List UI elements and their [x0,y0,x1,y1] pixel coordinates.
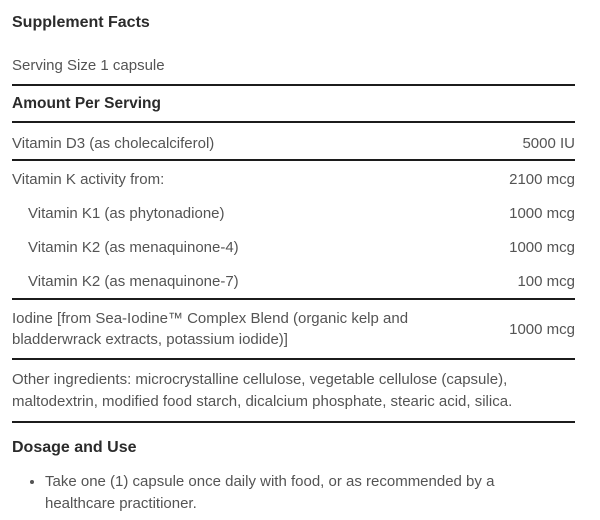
nutrient-name: Vitamin K1 (as phytonadione) [28,205,225,222]
nutrient-amount: 1000 mcg [509,205,575,222]
nutrient-row-iodine [12,300,575,358]
nutrient-amount: 2100 mcg [509,171,575,188]
nutrient-amount: 5000 IU [522,135,575,152]
serving-size-text: Serving Size 1 capsule [12,57,165,74]
nutrient-row-vitamin-k2-mk4 [12,225,575,259]
nutrient-row-vitamin-k1 [12,191,575,225]
nutrient-row-vitamin-k2-mk7 [12,259,575,298]
amount-per-serving-header: Amount Per Serving [12,95,161,112]
dosage-and-use-header: Dosage and Use [12,439,137,456]
nutrient-name: Iodine [from Sea-Iodine™ Complex Blend (organic kelp and bladderwrack extracts, potassium iodide)] [12,310,409,348]
nutrient-name: Vitamin D3 (as cholecalciferol) [12,135,215,152]
other-ingredients-text: Other ingredients: microcrystalline cellulose, vegetable cellulose (capsule), maltodextrin, modified food starch, dicalcium phosphate, stearic acid, silica. [12,371,513,410]
nutrient-name: Vitamin K2 (as menaquinone-4) [28,239,239,256]
nutrient-name: Vitamin K activity from: [12,171,165,188]
nutrient-row-vitamin-d3 [12,123,575,159]
dosage-list-item: • Take one (1) capsule once daily with food, or as recommended by a healthcare practitioner. [45,471,545,514]
nutrient-row-vitamin-k-activity [12,161,575,191]
nutrient-amount: 100 mcg [517,273,575,290]
nutrient-amount: 1000 mcg [509,320,575,338]
nutrient-name: Vitamin K2 (as menaquinone-7) [28,273,239,290]
supplement-facts-title: Supplement Facts [12,14,150,31]
dosage-list [12,471,575,514]
nutrient-amount: 1000 mcg [509,239,575,256]
